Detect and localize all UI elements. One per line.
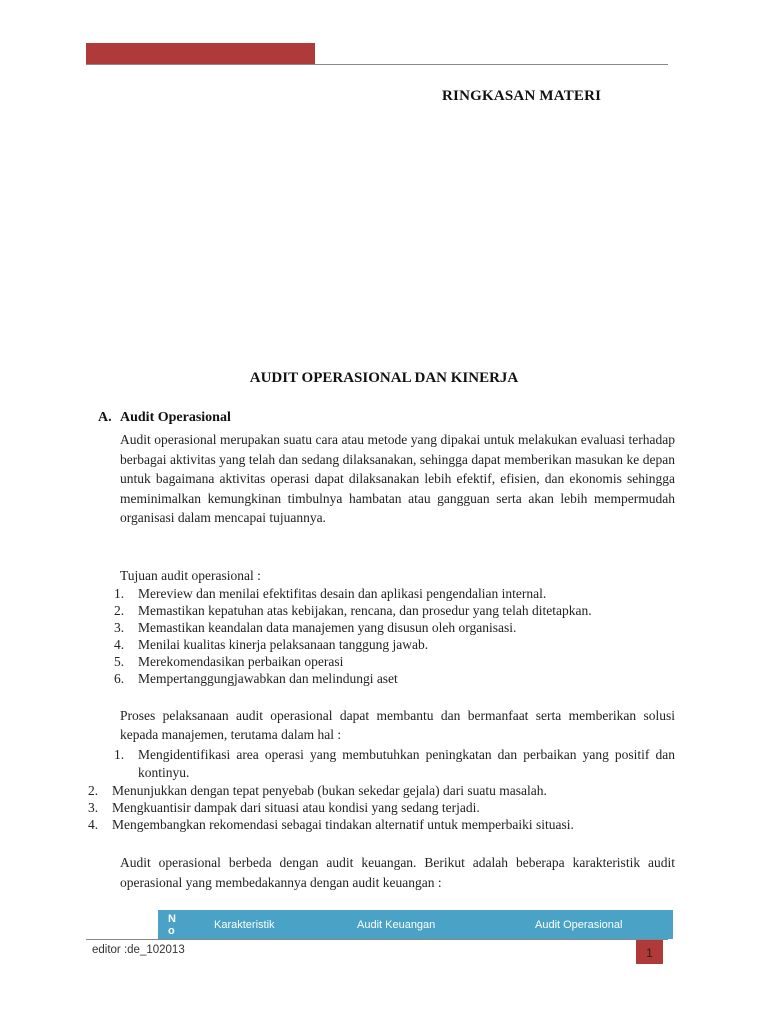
list-text: Menilai kualitas kinerja pelaksanaan tanggung jawab. [138,637,429,652]
process-list [88,782,574,833]
list-number: 5. [114,654,125,669]
header-accent-bar [86,43,315,64]
list-text: Mengembangkan rekomendasi sebagai tindakan alternatif untuk memperbaiki situasi. [112,817,574,832]
list-item [88,799,574,816]
list-text: Mengidentifikasi area operasi yang membutuhkan peningkatan dan perbaikan yang positif dan kontinyu. [138,747,675,780]
column-header-operational-audit: Audit Operasional [535,919,623,931]
list-text: Mereview dan menilai efektifitas desain dan aplikasi pengendalian internal. [138,586,547,601]
goals-label: Tujuan audit operasional : [120,568,261,583]
list-number: 1. [114,586,125,601]
intro-paragraph: Audit operasional merupakan suatu cara atau metode yang dipakai untuk melakukan evaluasi terhadap berbagai aktivitas yang telah dan sedang dilaksanakan, sehingga dapat memberikan masukan ke depan untuk bagaimana aktivitas operasi dapat dilaksanakan lebih efektif, efisien, dan ekonomis sehingga meminimalkan kemungkinan timbulnya hambatan atau gangguan serta akan lebih mempermudah organisasi dalam mencapai tujuannya. [120,432,675,525]
goals-list [114,585,592,687]
list-item [114,670,592,687]
list-text: Merekomendasikan perbaikan operasi [138,654,344,669]
list-text: Memastikan kepatuhan atas kebijakan, rencana, dan prosedur yang telah ditetapkan. [138,603,592,618]
column-header-financial-audit: Audit Keuangan [357,919,436,931]
list-number: 1. [114,747,125,762]
footer-rule [86,939,668,940]
list-item [114,636,592,653]
section-letter: A. [98,410,112,425]
summary-title: RINGKASAN MATERI [442,88,602,104]
list-number: 6. [114,671,125,686]
list-item [114,619,592,636]
list-number: 4. [114,637,125,652]
footer-editor: editor :de_102013 [92,944,185,956]
list-item [88,816,574,833]
list-item [114,585,592,602]
list-text: Mengkuantisir dampak dari situasi atau kondisi yang sedang terjadi. [112,800,480,815]
list-item [88,782,574,799]
section-heading [98,410,231,426]
document-title: AUDIT OPERASIONAL DAN KINERJA [249,370,519,386]
table-header [158,910,673,939]
list-item [114,653,592,670]
column-header-no: No [168,913,176,937]
list-number: 3. [114,620,125,635]
list-text: Mempertanggungjawabkan dan melindungi aset [138,671,398,686]
column-header-characteristic: Karakteristik [214,919,275,931]
list-number: 2. [88,783,99,798]
list-number: 4. [88,817,99,832]
comparison-intro: Audit operasional berbeda dengan audit keuangan. Berikut adalah beberapa karakteristik audit operasional yang membedakannya dengan audit keuangan : [120,855,675,890]
list-item [114,602,592,619]
list-text: Memastikan keandalan data manajemen yang disusun oleh organisasi. [138,620,517,635]
list-text: Menunjukkan dengan tepat penyebab (bukan sekedar gejala) dari suatu masalah. [112,783,547,798]
page-number: 1 [636,940,663,964]
list-number: 3. [88,800,99,815]
header-rule [86,64,668,65]
list-number: 2. [114,603,125,618]
process-item-1 [114,746,675,782]
section-heading-text: Audit Operasional [120,410,231,425]
process-intro: Proses pelaksanaan audit operasional dapat membantu dan bermanfaat serta memberikan solusi kepada manajemen, terutama dalam hal : [120,708,675,742]
